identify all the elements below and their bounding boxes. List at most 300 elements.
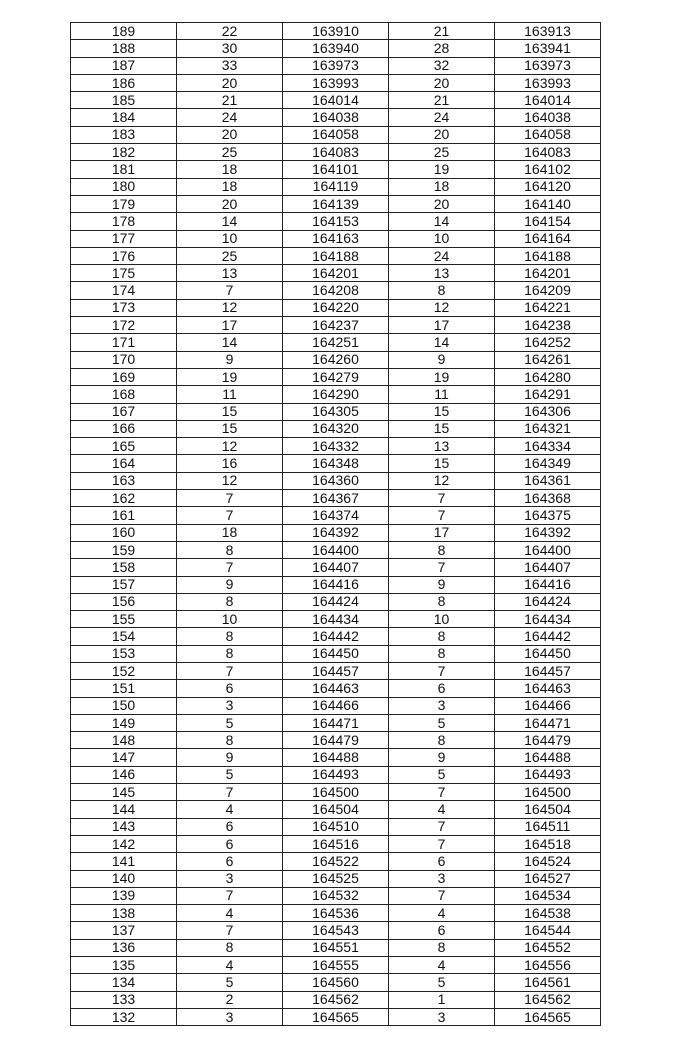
count-b-cell: 21 (389, 92, 495, 109)
cumulative-a-cell: 164367 (283, 490, 389, 507)
table-row (71, 455, 601, 472)
cumulative-b-cell: 164544 (495, 922, 601, 939)
score-cell: 160 (71, 524, 177, 541)
score-cell: 137 (71, 922, 177, 939)
cumulative-b-cell: 164164 (495, 230, 601, 247)
cumulative-b-cell: 164368 (495, 490, 601, 507)
count-a-cell: 7 (177, 887, 283, 904)
table-row (71, 386, 601, 403)
table-row (71, 299, 601, 316)
count-b-cell: 4 (389, 905, 495, 922)
cumulative-b-cell: 164524 (495, 853, 601, 870)
score-cell: 176 (71, 247, 177, 264)
cumulative-b-cell: 164321 (495, 420, 601, 437)
score-cell: 140 (71, 870, 177, 887)
cumulative-a-cell: 164058 (283, 126, 389, 143)
count-a-cell: 7 (177, 922, 283, 939)
cumulative-b-cell: 164479 (495, 732, 601, 749)
cumulative-a-cell: 164038 (283, 109, 389, 126)
cumulative-b-cell: 164083 (495, 144, 601, 161)
count-a-cell: 17 (177, 317, 283, 334)
count-a-cell: 20 (177, 126, 283, 143)
cumulative-a-cell: 164493 (283, 766, 389, 783)
table-row (71, 334, 601, 351)
cumulative-b-cell: 164280 (495, 368, 601, 385)
cumulative-b-cell: 164534 (495, 887, 601, 904)
cumulative-b-cell: 164434 (495, 611, 601, 628)
table-row (71, 645, 601, 662)
score-cell: 161 (71, 507, 177, 524)
count-a-cell: 9 (177, 749, 283, 766)
score-cell: 148 (71, 732, 177, 749)
score-cell: 153 (71, 645, 177, 662)
cumulative-b-cell: 163973 (495, 57, 601, 74)
count-a-cell: 24 (177, 109, 283, 126)
count-a-cell: 12 (177, 299, 283, 316)
count-a-cell: 4 (177, 957, 283, 974)
table-row (71, 57, 601, 74)
score-cell: 162 (71, 490, 177, 507)
table-row (71, 957, 601, 974)
cumulative-b-cell: 164527 (495, 870, 601, 887)
table-row (71, 265, 601, 282)
score-cell: 175 (71, 265, 177, 282)
cumulative-b-cell: 164261 (495, 351, 601, 368)
count-a-cell: 5 (177, 974, 283, 991)
table-row (71, 144, 601, 161)
table-row (71, 368, 601, 385)
count-b-cell: 7 (389, 662, 495, 679)
cumulative-b-cell: 164493 (495, 766, 601, 783)
score-cell: 157 (71, 576, 177, 593)
score-cell: 174 (71, 282, 177, 299)
table-row (71, 905, 601, 922)
cumulative-a-cell: 164525 (283, 870, 389, 887)
count-a-cell: 5 (177, 714, 283, 731)
cumulative-b-cell: 164334 (495, 438, 601, 455)
count-b-cell: 10 (389, 230, 495, 247)
score-cell: 151 (71, 680, 177, 697)
table-row (71, 317, 601, 334)
count-b-cell: 18 (389, 178, 495, 195)
count-b-cell: 9 (389, 576, 495, 593)
score-cell: 158 (71, 559, 177, 576)
score-cell: 168 (71, 386, 177, 403)
count-a-cell: 6 (177, 818, 283, 835)
cumulative-a-cell: 164424 (283, 593, 389, 610)
count-b-cell: 6 (389, 680, 495, 697)
cumulative-a-cell: 164565 (283, 1008, 389, 1025)
score-cell: 186 (71, 74, 177, 91)
table-row (71, 524, 601, 541)
count-a-cell: 10 (177, 230, 283, 247)
cumulative-b-cell: 164238 (495, 317, 601, 334)
count-b-cell: 9 (389, 749, 495, 766)
count-a-cell: 9 (177, 576, 283, 593)
score-cell: 167 (71, 403, 177, 420)
score-cell: 165 (71, 438, 177, 455)
cumulative-a-cell: 164014 (283, 92, 389, 109)
table-row (71, 420, 601, 437)
cumulative-a-cell: 164119 (283, 178, 389, 195)
count-a-cell: 8 (177, 541, 283, 558)
count-a-cell: 7 (177, 282, 283, 299)
cumulative-a-cell: 164083 (283, 144, 389, 161)
cumulative-a-cell: 164305 (283, 403, 389, 420)
count-a-cell: 6 (177, 835, 283, 852)
cumulative-a-cell: 163993 (283, 74, 389, 91)
table-row (71, 230, 601, 247)
cumulative-a-cell: 164504 (283, 801, 389, 818)
cumulative-b-cell: 164538 (495, 905, 601, 922)
score-cell: 154 (71, 628, 177, 645)
cumulative-b-cell: 164221 (495, 299, 601, 316)
score-cell: 172 (71, 317, 177, 334)
count-a-cell: 20 (177, 74, 283, 91)
cumulative-b-cell: 164416 (495, 576, 601, 593)
cumulative-a-cell: 164471 (283, 714, 389, 731)
cumulative-a-cell: 164510 (283, 818, 389, 835)
cumulative-a-cell: 164560 (283, 974, 389, 991)
cumulative-b-cell: 164556 (495, 957, 601, 974)
count-b-cell: 14 (389, 213, 495, 230)
score-cell: 188 (71, 40, 177, 57)
cumulative-b-cell: 164361 (495, 472, 601, 489)
count-a-cell: 6 (177, 680, 283, 697)
count-a-cell: 8 (177, 939, 283, 956)
cumulative-a-cell: 164201 (283, 265, 389, 282)
cumulative-a-cell: 164251 (283, 334, 389, 351)
cumulative-b-cell: 164014 (495, 92, 601, 109)
cumulative-a-cell: 164450 (283, 645, 389, 662)
count-b-cell: 8 (389, 541, 495, 558)
count-a-cell: 25 (177, 247, 283, 264)
cumulative-b-cell: 164424 (495, 593, 601, 610)
table-row (71, 490, 601, 507)
count-b-cell: 20 (389, 74, 495, 91)
table-row (71, 247, 601, 264)
cumulative-b-cell: 164209 (495, 282, 601, 299)
cumulative-a-cell: 164479 (283, 732, 389, 749)
count-b-cell: 13 (389, 265, 495, 282)
table-row (71, 662, 601, 679)
count-b-cell: 12 (389, 472, 495, 489)
score-cell: 142 (71, 835, 177, 852)
table-row (71, 1008, 601, 1025)
cumulative-a-cell: 164101 (283, 161, 389, 178)
count-b-cell: 7 (389, 887, 495, 904)
cumulative-b-cell: 163941 (495, 40, 601, 57)
cumulative-a-cell: 164466 (283, 697, 389, 714)
count-b-cell: 8 (389, 282, 495, 299)
score-cell: 152 (71, 662, 177, 679)
score-cell: 135 (71, 957, 177, 974)
score-cell: 141 (71, 853, 177, 870)
count-b-cell: 7 (389, 784, 495, 801)
count-a-cell: 2 (177, 991, 283, 1008)
cumulative-a-cell: 164463 (283, 680, 389, 697)
count-a-cell: 4 (177, 801, 283, 818)
table-row (71, 887, 601, 904)
count-a-cell: 21 (177, 92, 283, 109)
count-b-cell: 7 (389, 507, 495, 524)
score-cell: 133 (71, 991, 177, 1008)
cumulative-a-cell: 163973 (283, 57, 389, 74)
count-a-cell: 14 (177, 334, 283, 351)
score-cell: 177 (71, 230, 177, 247)
count-b-cell: 20 (389, 126, 495, 143)
cumulative-a-cell: 164360 (283, 472, 389, 489)
cumulative-a-cell: 164488 (283, 749, 389, 766)
count-b-cell: 6 (389, 853, 495, 870)
count-a-cell: 5 (177, 766, 283, 783)
count-b-cell: 11 (389, 386, 495, 403)
table-row (71, 991, 601, 1008)
count-a-cell: 22 (177, 23, 283, 40)
score-cell: 187 (71, 57, 177, 74)
cumulative-b-cell: 164518 (495, 835, 601, 852)
score-cell: 164 (71, 455, 177, 472)
score-cell: 132 (71, 1008, 177, 1025)
score-cell: 183 (71, 126, 177, 143)
count-b-cell: 13 (389, 438, 495, 455)
score-cell: 145 (71, 784, 177, 801)
cumulative-a-cell: 164457 (283, 662, 389, 679)
score-cell: 159 (71, 541, 177, 558)
cumulative-b-cell: 164466 (495, 697, 601, 714)
count-b-cell: 32 (389, 57, 495, 74)
cumulative-b-cell: 164038 (495, 109, 601, 126)
table-row (71, 853, 601, 870)
score-cell: 150 (71, 697, 177, 714)
cumulative-b-cell: 164400 (495, 541, 601, 558)
table-row (71, 576, 601, 593)
score-cell: 180 (71, 178, 177, 195)
cumulative-b-cell: 164562 (495, 991, 601, 1008)
cumulative-b-cell: 164392 (495, 524, 601, 541)
cumulative-a-cell: 164555 (283, 957, 389, 974)
count-b-cell: 17 (389, 317, 495, 334)
count-a-cell: 7 (177, 559, 283, 576)
count-b-cell: 3 (389, 870, 495, 887)
table-row (71, 974, 601, 991)
count-b-cell: 20 (389, 195, 495, 212)
count-b-cell: 24 (389, 247, 495, 264)
count-b-cell: 4 (389, 957, 495, 974)
table-row (71, 351, 601, 368)
table-row (71, 628, 601, 645)
cumulative-a-cell: 164220 (283, 299, 389, 316)
cumulative-b-cell: 164291 (495, 386, 601, 403)
score-cell: 134 (71, 974, 177, 991)
count-b-cell: 5 (389, 714, 495, 731)
table-row (71, 403, 601, 420)
table-row (71, 732, 601, 749)
table-row (71, 835, 601, 852)
count-a-cell: 3 (177, 697, 283, 714)
count-b-cell: 25 (389, 144, 495, 161)
cumulative-b-cell: 164504 (495, 801, 601, 818)
cumulative-b-cell: 164463 (495, 680, 601, 697)
cumulative-a-cell: 164320 (283, 420, 389, 437)
count-a-cell: 18 (177, 161, 283, 178)
table-row (71, 40, 601, 57)
count-b-cell: 15 (389, 403, 495, 420)
count-b-cell: 10 (389, 611, 495, 628)
table-row (71, 541, 601, 558)
table-row (71, 178, 601, 195)
table-row (71, 74, 601, 91)
count-b-cell: 28 (389, 40, 495, 57)
cumulative-b-cell: 164565 (495, 1008, 601, 1025)
cumulative-a-cell: 164374 (283, 507, 389, 524)
count-b-cell: 21 (389, 23, 495, 40)
cumulative-a-cell: 164290 (283, 386, 389, 403)
table-row (71, 472, 601, 489)
count-b-cell: 15 (389, 455, 495, 472)
table-row (71, 922, 601, 939)
count-b-cell: 8 (389, 593, 495, 610)
cumulative-a-cell: 164500 (283, 784, 389, 801)
cumulative-a-cell: 163940 (283, 40, 389, 57)
cumulative-a-cell: 164208 (283, 282, 389, 299)
cumulative-b-cell: 164120 (495, 178, 601, 195)
table-row (71, 126, 601, 143)
cumulative-b-cell: 164252 (495, 334, 601, 351)
cumulative-b-cell: 164407 (495, 559, 601, 576)
cumulative-b-cell: 164102 (495, 161, 601, 178)
score-cell: 143 (71, 818, 177, 835)
cumulative-a-cell: 164332 (283, 438, 389, 455)
table-row (71, 92, 601, 109)
count-b-cell: 12 (389, 299, 495, 316)
count-a-cell: 16 (177, 455, 283, 472)
count-a-cell: 19 (177, 368, 283, 385)
count-a-cell: 8 (177, 628, 283, 645)
table-row (71, 939, 601, 956)
count-a-cell: 9 (177, 351, 283, 368)
cumulative-b-cell: 164488 (495, 749, 601, 766)
table-row (71, 507, 601, 524)
table-row (71, 109, 601, 126)
count-a-cell: 8 (177, 732, 283, 749)
cumulative-b-cell: 164500 (495, 784, 601, 801)
cumulative-a-cell: 164392 (283, 524, 389, 541)
score-cell: 178 (71, 213, 177, 230)
count-b-cell: 3 (389, 1008, 495, 1025)
cumulative-a-cell: 164400 (283, 541, 389, 558)
cumulative-b-cell: 164154 (495, 213, 601, 230)
count-b-cell: 5 (389, 766, 495, 783)
count-a-cell: 30 (177, 40, 283, 57)
cumulative-a-cell: 164442 (283, 628, 389, 645)
score-cell: 166 (71, 420, 177, 437)
count-a-cell: 7 (177, 662, 283, 679)
count-b-cell: 3 (389, 697, 495, 714)
count-a-cell: 18 (177, 178, 283, 195)
cumulative-a-cell: 164237 (283, 317, 389, 334)
count-b-cell: 17 (389, 524, 495, 541)
cumulative-a-cell: 164536 (283, 905, 389, 922)
cumulative-a-cell: 164139 (283, 195, 389, 212)
cumulative-b-cell: 164375 (495, 507, 601, 524)
cumulative-a-cell: 163910 (283, 23, 389, 40)
table-row (71, 784, 601, 801)
table-row (71, 697, 601, 714)
cumulative-a-cell: 164188 (283, 247, 389, 264)
count-b-cell: 4 (389, 801, 495, 818)
table-row (71, 766, 601, 783)
count-a-cell: 3 (177, 1008, 283, 1025)
cumulative-a-cell: 164516 (283, 835, 389, 852)
score-cell: 149 (71, 714, 177, 731)
score-cell: 181 (71, 161, 177, 178)
count-b-cell: 24 (389, 109, 495, 126)
count-a-cell: 12 (177, 438, 283, 455)
cumulative-b-cell: 164349 (495, 455, 601, 472)
score-cell: 179 (71, 195, 177, 212)
table-row (71, 438, 601, 455)
table-row (71, 161, 601, 178)
cumulative-b-cell: 164306 (495, 403, 601, 420)
score-cell: 184 (71, 109, 177, 126)
score-cell: 147 (71, 749, 177, 766)
count-a-cell: 8 (177, 645, 283, 662)
count-a-cell: 6 (177, 853, 283, 870)
table-row (71, 195, 601, 212)
table-row (71, 213, 601, 230)
cumulative-a-cell: 164551 (283, 939, 389, 956)
table-row (71, 714, 601, 731)
score-cell: 171 (71, 334, 177, 351)
count-b-cell: 1 (389, 991, 495, 1008)
count-b-cell: 7 (389, 490, 495, 507)
cumulative-b-cell: 164561 (495, 974, 601, 991)
count-b-cell: 8 (389, 732, 495, 749)
table-row (71, 23, 601, 40)
score-cell: 156 (71, 593, 177, 610)
score-table-body (71, 23, 601, 1026)
count-b-cell: 6 (389, 922, 495, 939)
score-table (70, 22, 601, 1026)
score-cell: 155 (71, 611, 177, 628)
table-row (71, 559, 601, 576)
cumulative-b-cell: 164471 (495, 714, 601, 731)
score-cell: 136 (71, 939, 177, 956)
score-cell: 182 (71, 144, 177, 161)
score-cell: 146 (71, 766, 177, 783)
count-b-cell: 19 (389, 161, 495, 178)
cumulative-a-cell: 164260 (283, 351, 389, 368)
count-b-cell: 19 (389, 368, 495, 385)
count-a-cell: 10 (177, 611, 283, 628)
table-row (71, 749, 601, 766)
score-cell: 173 (71, 299, 177, 316)
table-row (71, 282, 601, 299)
score-cell: 163 (71, 472, 177, 489)
cumulative-b-cell: 164450 (495, 645, 601, 662)
cumulative-a-cell: 164522 (283, 853, 389, 870)
table-row (71, 870, 601, 887)
count-a-cell: 13 (177, 265, 283, 282)
cumulative-b-cell: 164201 (495, 265, 601, 282)
table-row (71, 801, 601, 818)
cumulative-b-cell: 163913 (495, 23, 601, 40)
score-cell: 185 (71, 92, 177, 109)
count-a-cell: 25 (177, 144, 283, 161)
count-a-cell: 7 (177, 784, 283, 801)
score-cell: 144 (71, 801, 177, 818)
